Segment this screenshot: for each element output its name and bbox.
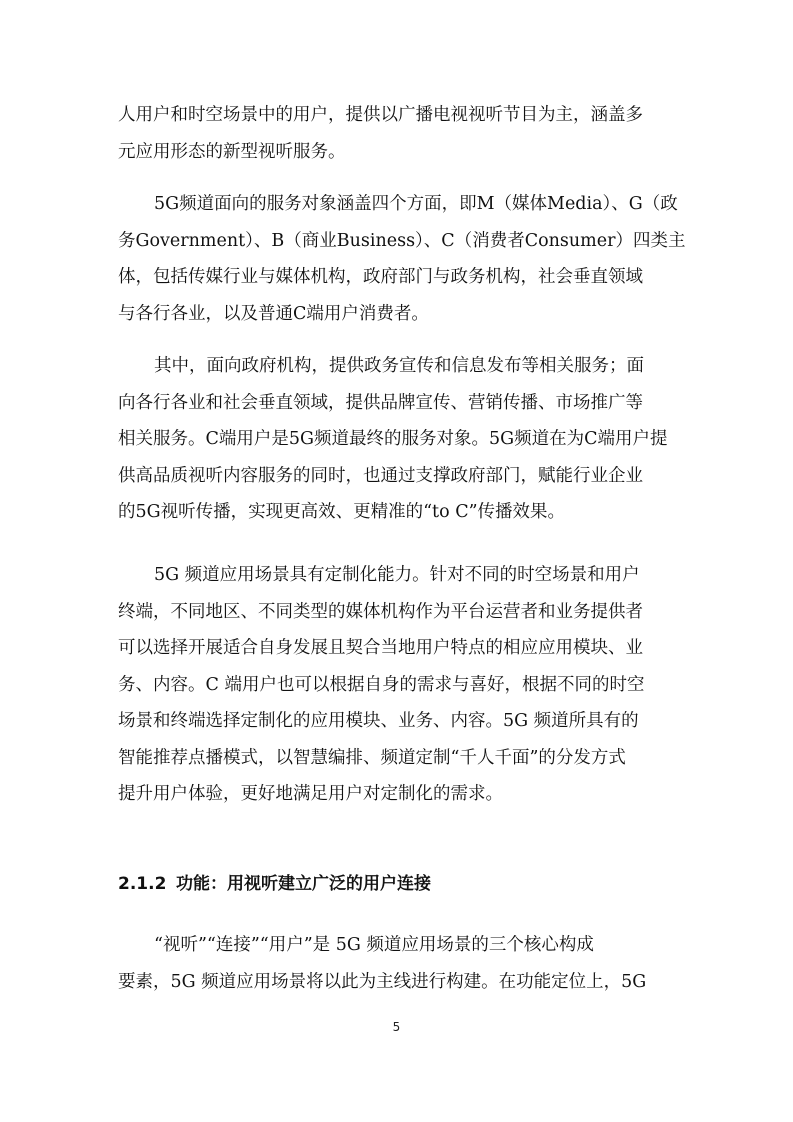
paragraph-3: [118, 348, 678, 531]
paragraph-1: [118, 97, 678, 170]
text-line: 体，包括传媒行业与媒体机构，政府部门与政务机构，社会垂直领域: [118, 267, 643, 287]
text-line: 提升用户体验，更好地满足用户对定制化的需求。: [118, 784, 503, 804]
text-line: 供高品质视听内容服务的同时，也通过支撑政府部门，赋能行业企业: [118, 465, 643, 486]
section-heading: [118, 869, 431, 899]
text-line: 5G频道面向的服务对象涵盖四个方面，即M（媒体Media）、G（政: [154, 194, 678, 214]
text-line: 场景和终端选择定制化的应用模块、业务、内容。5G 频道所具有的: [118, 711, 639, 731]
text-line: 元应用形态的新型视听服务。: [118, 141, 346, 162]
section-title: 功能：用视听建立广泛的用户连接: [176, 874, 431, 894]
text-line: 要素，5G 频道应用场景将以此为主线进行构建。在功能定位上，5G: [118, 971, 647, 992]
paragraph-4: [118, 557, 678, 813]
text-line: 与各行各业，以及普通C端用户消费者。: [118, 303, 429, 324]
text-line: 人用户和时空场景中的用户，提供以广播电视视听节目为主，涵盖多: [118, 105, 643, 125]
paragraph-2: [118, 186, 686, 332]
text-line: 向各行各业和社会垂直领域，提供品牌宣传、营销传播、市场推广等: [118, 392, 643, 413]
text-line: “视听”“连接”“用户”是 5G 频道应用场景的三个核心构成: [154, 935, 594, 955]
text-line: 相关服务。C端用户是5G频道最终的服务对象。5G频道在为C端用户提: [118, 429, 668, 449]
text-line: 务、内容。C 端用户也可以根据自身的需求与喜好，根据不同的时空: [118, 674, 645, 695]
text-line: 的5G视听传播，实现更高效、更精准的“to C”传播效果。: [118, 502, 566, 522]
text-line: 其中，面向政府机构，提供政务宣传和信息发布等相关服务；面: [154, 356, 644, 376]
text-line: 可以选择开展适合自身发展且契合当地用户特点的相应应用模块、业: [118, 638, 643, 658]
text-line: 终端，不同地区、不同类型的媒体机构作为平台运营者和业务提供者: [118, 601, 643, 622]
text-line: 务Government）、B（商业Business）、C（消费者Consumer）四类主: [118, 230, 686, 251]
paragraph-5: [118, 927, 678, 1000]
page-number: 5: [392, 1020, 401, 1034]
text-line: 5G 频道应用场景具有定制化能力。针对不同的时空场景和用户: [154, 565, 640, 585]
section-number: 2.1.2: [118, 874, 167, 894]
text-line: 智能推荐点播模式，以智慧编排、频道定制“千人千面”的分发方式: [118, 747, 626, 768]
